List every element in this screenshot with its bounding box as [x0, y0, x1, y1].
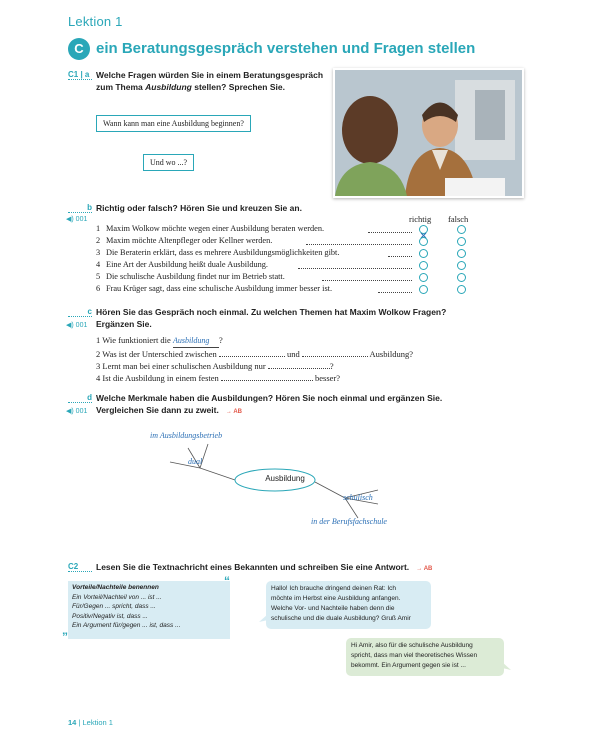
c1a-text-post: stellen? Sprechen Sie. [191, 82, 285, 92]
c2-instruction-text: Lesen Sie die Textnachricht eines Bekannten und schreiben Sie eine Antwort. [96, 562, 410, 572]
richtig-radio[interactable] [419, 249, 428, 258]
falsch-radio[interactable] [457, 273, 466, 282]
q-text: ? [218, 335, 223, 345]
c1a-text-pre: zum Thema [96, 82, 146, 92]
item-text: Frau Krüger sagt, dass eine schulische Ausbildung immer besser ist. [106, 284, 333, 293]
audio-track-number: 001 [75, 322, 88, 329]
true-false-list [96, 224, 476, 296]
quote-open-icon: “ [224, 574, 230, 588]
list-item [96, 248, 476, 260]
falsch-radio[interactable] [457, 249, 466, 258]
item-text: Die Beraterin erklärt, dass es mehrere Ausbildungsmöglichkeiten gibt. [106, 248, 340, 257]
mind-map-word-berufsfachschule: in der Berufsfachschule [311, 517, 387, 526]
footer-separator: | [78, 718, 81, 727]
dotted-leader [322, 280, 412, 281]
section-badge: C [68, 38, 90, 60]
photo-illustration [335, 70, 522, 196]
q-text: Ausbildung? [369, 349, 413, 359]
quote-close-icon: ” [62, 630, 68, 644]
bubble-tail-icon [502, 662, 511, 671]
audio-track-number: 001 [75, 216, 88, 223]
speaker-icon: ◀) [66, 216, 74, 223]
b-instruction: Richtig oder falsch? Hören Sie und kreuzen Sie an. [96, 203, 302, 213]
mind-map-word-dual: dual [188, 457, 203, 466]
list-item [96, 284, 476, 296]
d-instruction-line1: Welche Merkmale haben die Ausbildungen? Hören Sie noch einmal und ergänzen Sie. [96, 393, 443, 403]
exercise-label-d: d [68, 393, 92, 403]
c1a-text-italic: Ausbildung [145, 82, 192, 92]
reply-bubble [346, 638, 504, 676]
item-number: 2 [96, 236, 101, 245]
falsch-radio[interactable] [457, 237, 466, 246]
question-2 [96, 348, 413, 360]
c-instruction-line2: Ergänzen Sie. [96, 319, 152, 329]
question-4 [96, 372, 413, 384]
exercise-label-c: c [68, 307, 92, 317]
mind-map-word-schulisch: schulisch [343, 493, 373, 502]
speaker-icon: ◀) [66, 322, 74, 329]
col-falsch: falsch [448, 214, 469, 224]
item-number: 1 [96, 224, 101, 233]
item-text: Maxim Wolkow möchte wegen einer Ausbildung beraten werden. [106, 224, 325, 233]
q-number: 4 [96, 373, 101, 383]
phrase-line: Positiv/Negativ ist, dass ... [72, 612, 148, 620]
dotted-leader [388, 256, 412, 257]
c-instruction [96, 306, 446, 330]
richtig-radio[interactable] [419, 273, 428, 282]
page-number: 14 [68, 718, 77, 727]
audio-track-b[interactable] [66, 215, 87, 223]
mind-map-word-betrieb: im Ausbildungsbetrieb [150, 431, 223, 440]
speech-bubble-2: Und wo ...? [143, 154, 194, 171]
q-text: Wie funktioniert die [102, 335, 171, 345]
answer-field-2b[interactable] [302, 356, 368, 357]
c1a-instruction [96, 69, 326, 93]
message-line: Hallo! Ich brauche dringend deinen Rat: Ich [271, 585, 397, 592]
exercise-label-b: b [68, 203, 92, 213]
c1a-instruction-line1: Welche Fragen würden Sie in einem Beratungsgespräch [96, 70, 324, 80]
q-text: und [287, 349, 300, 359]
c1a-instruction-line2 [96, 81, 326, 93]
q-number: 2 [96, 349, 101, 359]
message-line: möchte im Herbst eine Ausbildung anfangen. [271, 595, 401, 602]
item-number: 6 [96, 284, 101, 293]
d-instruction-text: Vergleichen Sie dann zu zweit. [96, 405, 219, 415]
list-item [96, 236, 476, 248]
q-text: besser? [315, 373, 341, 383]
reply-line: Hi Amir, also für die schulische Ausbildung [351, 642, 473, 649]
page-footer [68, 718, 113, 727]
speech-bubble-1: Wann kann man eine Ausbildung beginnen? [96, 115, 251, 132]
dotted-leader [378, 292, 412, 293]
exercise-label-c2: C2 [68, 562, 92, 572]
c-instruction-line1: Hören Sie das Gespräch noch einmal. Zu welchen Themen hat Maxim Wolkow Fragen? [96, 307, 447, 317]
phrase-line: Ein Argument für/gegen ... ist, dass ... [72, 622, 181, 629]
item-text: Eine Art der Ausbildung heißt duale Ausbildung. [106, 260, 269, 269]
question-1 [96, 334, 413, 348]
item-text: Maxim möchte Altenpfleger oder Kellner werden. [106, 236, 273, 245]
item-number: 4 [96, 260, 101, 269]
answer-field-1[interactable]: Ausbildung [173, 335, 219, 348]
answer-field-4[interactable] [221, 380, 313, 381]
lektion-header: Lektion 1 [68, 14, 123, 29]
phrase-line: Ein Vorteil/Nachteil von ... ist ... [72, 593, 162, 601]
audio-track-number: 001 [75, 408, 88, 415]
q-text: Lernt man bei einer schulischen Ausbildung nur [102, 361, 266, 371]
arbeitsbuch-ref: → AB [225, 409, 243, 415]
dotted-leader [298, 268, 412, 269]
question-3 [96, 360, 413, 372]
message-line: schulische und die duale Ausbildung? Gruß Amir [271, 615, 411, 622]
footer-lektion: Lektion 1 [82, 718, 113, 727]
q-number: 1 [96, 335, 101, 345]
falsch-radio[interactable] [457, 285, 466, 294]
reply-line: bekommt. Ein Argument gegen sie ist ... [351, 662, 466, 669]
falsch-radio[interactable] [457, 261, 466, 270]
q-number: 3 [96, 361, 101, 371]
phrase-box [68, 581, 230, 639]
reply-line: spricht, dass man viel theoretisches Wissen [351, 652, 478, 659]
section-title: ein Beratungsgespräch verstehen und Fragen stellen [96, 40, 476, 57]
d-instruction-line2 [96, 404, 442, 418]
item-text: Die schulische Ausbildung findet nur im Betrieb statt. [106, 272, 285, 281]
list-item [96, 224, 476, 236]
q-text: Was ist der Unterschied zwischen [102, 349, 217, 359]
speaker-icon: ◀) [66, 408, 74, 415]
richtig-radio[interactable] [419, 261, 428, 270]
q-text: Ist die Ausbildung in einem festen [102, 373, 219, 383]
col-richtig: richtig [409, 214, 432, 224]
richtig-radio[interactable] [419, 237, 428, 246]
richtig-radio[interactable] [419, 285, 428, 294]
answer-field-2a[interactable] [219, 356, 285, 357]
richtig-radio[interactable] [419, 225, 428, 234]
arbeitsbuch-ref: → AB [416, 566, 433, 572]
item-number: 5 [96, 272, 101, 281]
counseling-photo [333, 68, 524, 198]
d-instruction [96, 392, 442, 418]
exercise-label-c1a: C1 | a [68, 70, 92, 80]
item-number: 3 [96, 248, 101, 257]
falsch-radio[interactable] [457, 225, 466, 234]
dotted-leader [368, 232, 412, 233]
list-item [96, 272, 476, 284]
dotted-leader [306, 244, 412, 245]
c-questions [96, 334, 413, 384]
message-line: Welche Vor- und Nachteile haben denn die [271, 605, 395, 612]
list-item [96, 260, 476, 272]
phrase-box-title: Vorteile/Nachteile benennen [72, 584, 159, 591]
audio-track-d[interactable] [66, 407, 87, 415]
mind-map-center-label: Ausbildung [265, 474, 305, 483]
message-bubble-amir [266, 581, 431, 629]
bubble-tail-icon [259, 614, 268, 623]
q-text: ? [329, 361, 334, 371]
c2-instruction [96, 561, 432, 575]
answer-field-3[interactable] [268, 368, 330, 369]
phrase-line: Für/Gegen ... spricht, dass ... [72, 603, 156, 610]
audio-track-c[interactable] [66, 321, 87, 329]
